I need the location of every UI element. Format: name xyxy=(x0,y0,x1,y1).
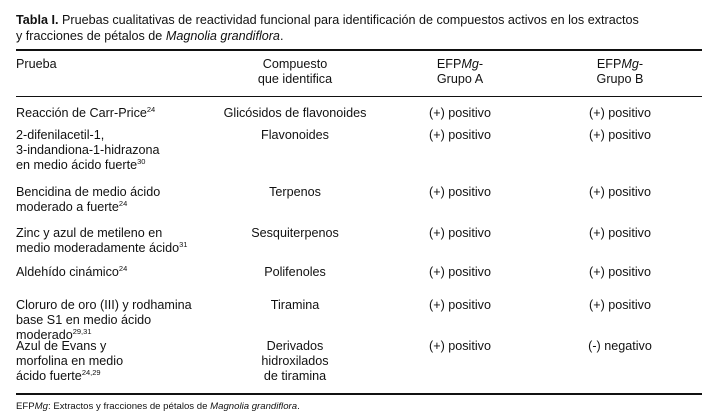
header-compuesto xyxy=(210,57,380,87)
table-top-rule xyxy=(16,49,702,51)
footnote-species: Magnolia grandiflora xyxy=(210,401,298,412)
header-grupo-b-italic: Mg xyxy=(621,57,639,71)
row-2-prueba-line-2: 3-indandiona-1-hidrazona xyxy=(16,143,160,157)
table-header-rule xyxy=(16,96,702,97)
header-grupo-b-prefix: EFP xyxy=(596,57,622,71)
row-3-prueba-line-2-text: moderado a fuerte xyxy=(16,200,119,214)
row-7-grupo-b: (-) negativo xyxy=(588,339,652,353)
row-7-compuesto-line-2: hidroxilados xyxy=(261,354,329,368)
row-4-ref: 31 xyxy=(179,240,188,249)
row-1-grupo-b: (+) positivo xyxy=(589,106,651,120)
header-grupo-a-line-1 xyxy=(395,57,525,72)
row-7-compuesto-line-1: Derivados xyxy=(266,339,324,353)
row-3-prueba-line-2 xyxy=(16,200,216,215)
row-1-ref: 24 xyxy=(146,105,156,114)
row-5-prueba xyxy=(16,265,216,280)
row-7-prueba-line-3-text: ácido fuerte xyxy=(16,369,82,383)
row-2-ref: 30 xyxy=(137,157,146,166)
row-6-grupo-a: (+) positivo xyxy=(429,298,491,312)
row-2-prueba-line-1: 2-difenilacetil-1, xyxy=(16,128,105,142)
row-6-grupo-b: (+) positivo xyxy=(589,298,651,312)
caption-text-1: Pruebas cualitativas de reactividad funcional para identificación de compuestos activos en los extractos xyxy=(61,13,639,27)
row-4-grupo-b: (+) positivo xyxy=(589,226,651,240)
footnote-text: : Extractos y fracciones de pétalos de xyxy=(48,401,208,412)
row-5-grupo-b: (+) positivo xyxy=(589,265,651,279)
row-2-grupo-a: (+) positivo xyxy=(429,128,491,142)
header-grupo-a-prefix: EFP xyxy=(436,57,462,71)
caption-label: Tabla I. xyxy=(16,13,59,27)
table-caption xyxy=(16,12,700,44)
header-compuesto-line-2: que identifica xyxy=(257,72,333,86)
footnote-end: . xyxy=(297,401,300,412)
header-grupo-b-suffix: - xyxy=(638,57,644,71)
header-grupo-a xyxy=(395,57,525,87)
row-6-ref: 29,31 xyxy=(72,327,92,336)
footnote-abbr-italic: Mg xyxy=(34,401,48,412)
header-prueba: Prueba xyxy=(16,57,57,71)
row-3-grupo-b: (+) positivo xyxy=(589,185,651,199)
table-footnote xyxy=(16,401,700,413)
caption-text-2: y fracciones de pétalos de xyxy=(16,29,163,43)
row-6-prueba xyxy=(16,298,216,343)
caption-line-2 xyxy=(16,28,700,44)
row-7-prueba-line-3 xyxy=(16,369,216,384)
row-2-compuesto: Flavonoides xyxy=(261,128,329,142)
row-4-prueba-line-1: Zinc y azul de metileno en xyxy=(16,226,163,240)
row-6-prueba-line-1: Cloruro de oro (III) y rodhamina xyxy=(16,298,192,312)
row-5-ref: 24 xyxy=(118,264,128,273)
row-3-grupo-a: (+) positivo xyxy=(429,185,491,199)
header-grupo-b xyxy=(555,57,685,87)
row-5-grupo-a: (+) positivo xyxy=(429,265,491,279)
row-6-prueba-line-2-text: base S1 en medio ácido moderado xyxy=(16,313,152,342)
footnote-abbr-prefix: EFP xyxy=(16,401,35,412)
row-5-prueba-line-1: Aldehído cinámico xyxy=(16,265,119,279)
row-4-compuesto: Sesquiterpenos xyxy=(251,226,339,240)
header-grupo-b-line-1 xyxy=(555,57,685,72)
row-5-compuesto: Polifenoles xyxy=(264,265,326,279)
row-7-compuesto xyxy=(210,339,380,384)
header-grupo-b-line-2: Grupo B xyxy=(596,72,644,86)
caption-line-1 xyxy=(16,12,700,28)
row-4-prueba-line-2-text: medio moderadamente ácido xyxy=(16,241,180,255)
row-1-prueba-line-1: Reacción de Carr-Price xyxy=(16,106,147,120)
row-4-prueba xyxy=(16,226,216,256)
row-7-prueba xyxy=(16,339,216,384)
row-7-prueba-line-1: Azul de Evans y xyxy=(16,339,107,353)
row-3-ref: 24 xyxy=(118,199,128,208)
row-1-grupo-a: (+) positivo xyxy=(429,106,491,120)
header-grupo-a-suffix: - xyxy=(478,57,484,71)
header-grupo-a-italic: Mg xyxy=(461,57,479,71)
row-3-compuesto: Terpenos xyxy=(269,185,321,199)
row-2-grupo-b: (+) positivo xyxy=(589,128,651,142)
row-2-prueba-line-3 xyxy=(16,158,216,173)
caption-species: Magnolia grandiflora xyxy=(165,29,280,43)
header-compuesto-line-1: Compuesto xyxy=(262,57,328,71)
table-bottom-rule xyxy=(16,393,702,395)
row-1-compuesto: Glicósidos de flavonoides xyxy=(223,106,367,120)
caption-end: . xyxy=(279,29,284,43)
row-3-prueba-line-1: Bencidina de medio ácido xyxy=(16,185,161,199)
row-7-grupo-a: (+) positivo xyxy=(429,339,491,353)
row-3-prueba xyxy=(16,185,216,215)
row-1-prueba xyxy=(16,106,216,121)
row-7-ref: 24,29 xyxy=(81,368,101,377)
row-7-prueba-line-2: morfolina en medio xyxy=(16,354,124,368)
row-2-prueba xyxy=(16,128,216,173)
row-6-compuesto: Tiramina xyxy=(270,298,320,312)
row-7-compuesto-line-3: de tiramina xyxy=(263,369,327,383)
row-2-prueba-line-3-text: en medio ácido fuerte xyxy=(16,158,138,172)
row-4-prueba-line-2 xyxy=(16,241,216,256)
row-4-grupo-a: (+) positivo xyxy=(429,226,491,240)
header-grupo-a-line-2: Grupo A xyxy=(436,72,484,86)
